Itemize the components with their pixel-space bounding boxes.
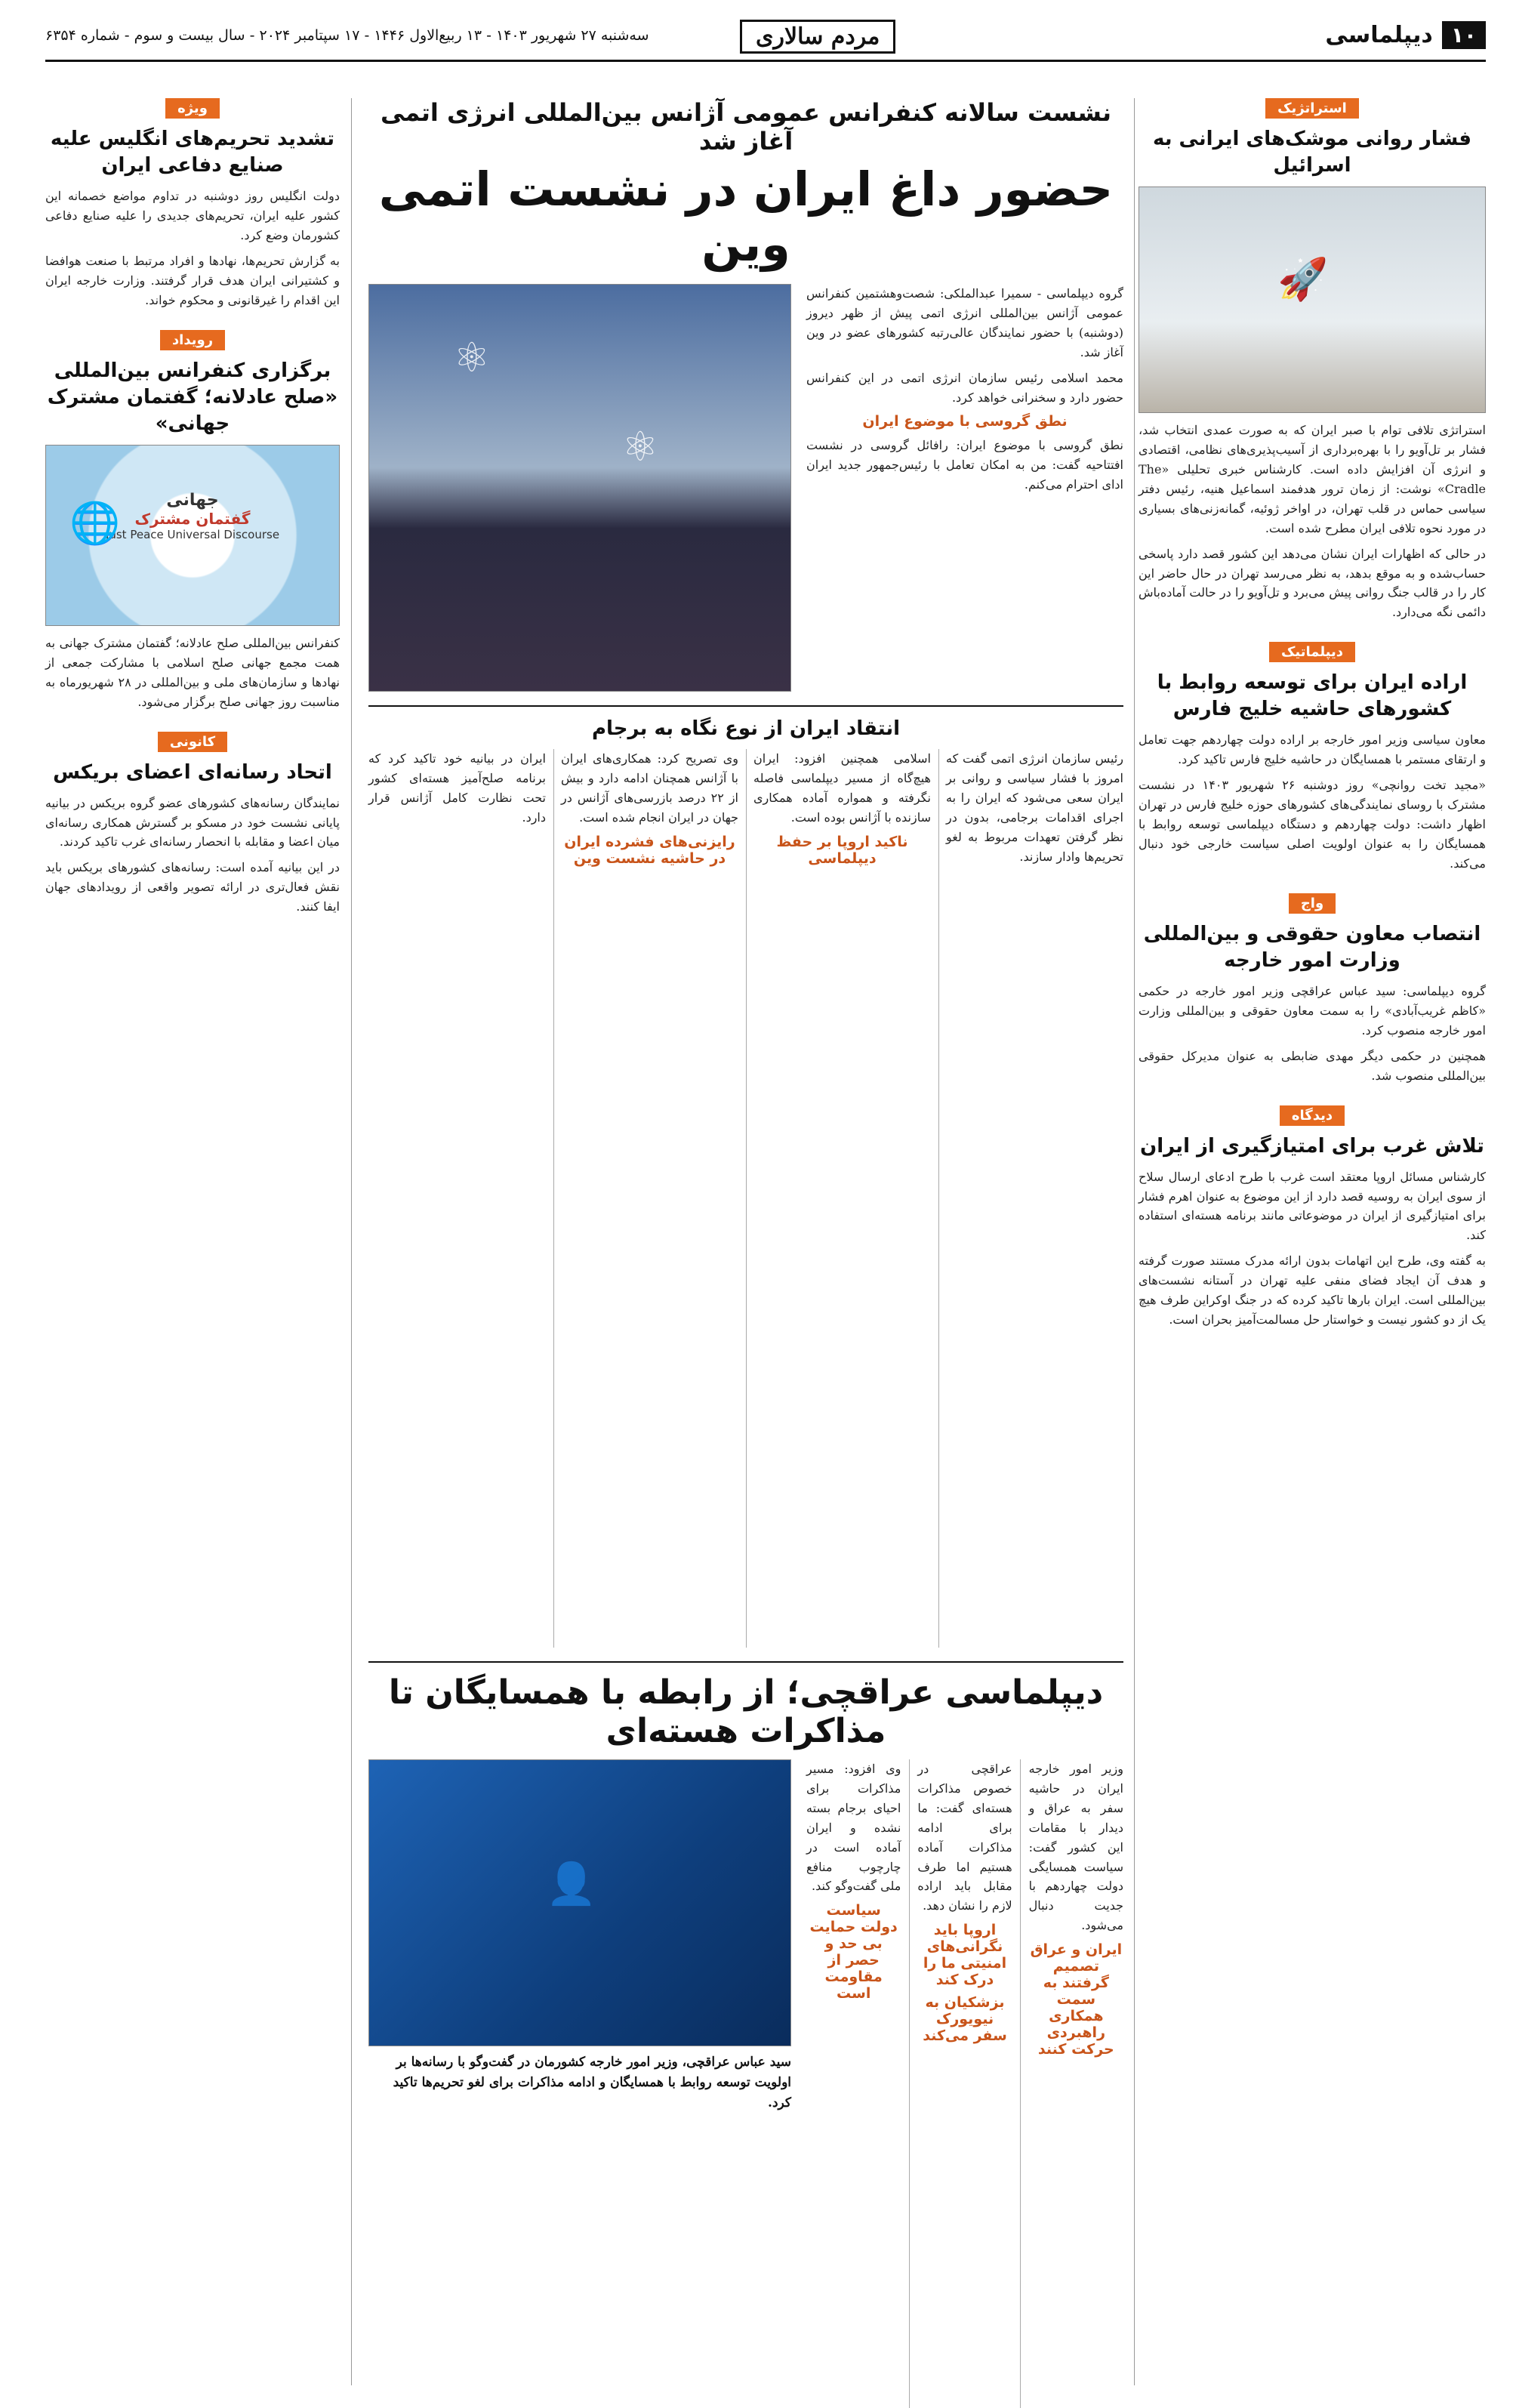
article-title: فشار روانی موشک‌های ایرانی به اسرائیل	[1152, 128, 1472, 177]
article-paragraph: وی افزود: مسیر مذاکرات برای احیای برجام بسته نشده و ایران آماده است در چارچوب منافع ملی گفت‌وگو کند.	[806, 1762, 901, 1894]
portrait-icon: 👤	[546, 1860, 597, 1908]
missile-icon: 🚀	[1277, 254, 1329, 303]
article-paragraph: به گفته وی، طرح این اتهامات بدون ارائه مدرک مستند صورت گرفته و هدف آن ایجاد فضای منفی علیه تهران در آستانه نشست‌های بین‌المللی است. ایران بارها تاکید کرده که در جنگ اوکراین طرف هیچ یک از دو کشور نیست و خواستار حل مسالمت‌آمیز بحران است.	[1139, 1253, 1486, 1327]
right-column	[1139, 98, 1486, 2385]
article-tag: رویداد	[160, 330, 225, 350]
article-title: اراده ایران برای توسعه روابط با کشورهای حاشیه خلیج فارس	[1157, 671, 1468, 721]
article-tag: ویژه	[165, 98, 220, 119]
subheading: سیاست دولت حمایت بی حد و حصر از مقاومت است	[809, 1902, 898, 2003]
section-heading: انتقاد ایران از نوع نگاه به برجام	[591, 717, 901, 740]
article-paragraph: وی تصریح کرد: همکاری‌های ایران با آژانس همچنان ادامه دارد و بیش از ۲۲ درصد بازرسی‌های آژانس در جهان در ایران انجام شده است.	[561, 751, 738, 825]
date-line: سه‌شنبه ۲۷ شهریور ۱۴۰۳ - ۱۳ ربیع‌الاول ۱۴۴۶ - ۱۷ سپتامبر ۲۰۲۴ - سال بیست و سوم - شماره ۶۳۵۴	[45, 27, 649, 44]
subheading: بزشکیان به نیویورک سفر می‌کند	[923, 1994, 1007, 2045]
article-missiles	[1139, 98, 1486, 622]
article-paragraph: معاون سیاسی وزیر امور خارجه بر اراده دولت چهاردهم جهت تعامل و ارتقای مستمر با همسایگان در حاشیه خلیج فارس تاکید کرد.	[1139, 732, 1486, 767]
article-paragraph: به گزارش تحریم‌ها، نهادها و افراد مرتبط با صنعت هوافضا و کشتیرانی ایران هدف قرار گرفتند. وزارت خارجه ایران این اقدام را غیرقانونی و محکوم خواند.	[45, 253, 340, 307]
article-title: تشدید تحریم‌های انگلیس علیه صنایع دفاعی ایران	[50, 128, 335, 177]
section-headline: دیپلماسی عراقچی؛ از رابطه با همسایگان تا مذاکرات هسته‌ای	[388, 1673, 1104, 1750]
article-paragraph: همچنین در حکمی دیگر مهدی ضابطی به عنوان مدیرکل حقوقی بین‌المللی منصوب شد.	[1139, 1048, 1486, 1083]
newspaper-logo: مردم سالاری	[740, 20, 895, 54]
article-paragraph: گروه دیپلماسی: سید عباس عراقچی وزیر امور خارجه در حکمی «کاظم غریب‌آبادی» را به سمت معاون حقوقی و بین‌المللی وزارت امور خارجه منصوب کرد.	[1139, 983, 1487, 1038]
article-paragraph: عراقچی در خصوص مذاکرات هسته‌ای گفت: ما برای ادامه مذاکرات آماده هستیم اما طرف مقابل باید اراده لازم را نشان دهد.	[917, 1762, 1012, 1913]
article-tag: کانونی	[158, 732, 227, 752]
article-title: تلاش غرب برای امتیازگیری از ایران	[1140, 1134, 1484, 1158]
page-number: ۱۰	[1442, 21, 1486, 49]
column-rule	[351, 98, 352, 2385]
iaea-emblem-icon: ⚛	[621, 422, 659, 470]
subheading: اروپا باید نگرانی‌های امنیتی ما را درک کند	[923, 1922, 1007, 1989]
araghchi-photo	[368, 1759, 791, 2046]
poster-english: Just Peace Universal Discourse	[105, 527, 280, 541]
article-paragraph: در حالی که اظهارات ایران نشان می‌دهد این کشور قصد دارد پاسخی حساب‌شده و به موقع بدهد، به نظر می‌رسد تهران در حال حاضر این کار را در قالب جنگ روانی پیش می‌برد و تل‌آویو را در حالت آماده‌باش دائمی نگه می‌دارد.	[1139, 546, 1486, 620]
article-brics-media	[45, 732, 340, 917]
article-appointment	[1139, 893, 1486, 1086]
article-tag: دیپلماتیک	[1269, 642, 1355, 662]
article-title: انتصاب معاون حقوقی و بین‌المللی وزارت امور خارجه	[1143, 922, 1481, 972]
article-paragraph: «مجید تخت روانچی» روز دوشنبه ۲۶ شهریور ۱۴۰۳ در نشست مشترک با روسای نمایندگی‌های کشورهای حوزه خلیج فارس در تهران اظهار داشت: دولت چهاردهم و دستگاه دیپلماسی توسعه روابط با همسایگان را به عنوان اولویت اصلی سیاست خارجی خود دنبال می‌کند.	[1139, 778, 1487, 871]
article-paragraph: نطق گروسی با موضوع ایران: رافائل گروسی در نشست افتتاحیه گفت: من به امکان تعامل با رئیس‌جمهور جدید ایران ادای احترام می‌کنم.	[806, 438, 1123, 492]
article-tag: دیدگاه	[1280, 1105, 1345, 1126]
article-title: برگزاری کنفرانس بین‌المللی «صلح عادلانه؛ گفتمان مشترک جهانی»	[47, 359, 338, 435]
article-persian-gulf	[1139, 642, 1486, 874]
article-paragraph: گروه دیپلماسی - سمیرا عبدالملکی: شصت‌وهشتمین کنفرانس عمومی آژانس بین‌المللی انرژی اتمی پیش از ظهر دیروز (دوشنبه) با حضور نمایندگان عالی‌رتبه کشورهای عضو در وین آغاز شد.	[806, 286, 1123, 359]
lead-paragraph: سید عباس عراقچی، وزیر امور خارجه کشورمان در گفت‌وگو با رسانه‌ها بر اولویت توسعه روابط با همسایگان و ادامه مذاکرات برای لغو تحریم‌ها تاکید کرد.	[393, 2055, 791, 2111]
iaea-conference-photo	[368, 284, 791, 692]
article-paragraph: نمایندگان رسانه‌های کشورهای عضو گروه بریکس در بیانیه پایانی نشست خود در مسکو بر گسترش همکاری رسانه‌ای میان اعضا و مقابله با انحصار رسانه‌ای غرب تاکید کردند.	[45, 795, 340, 849]
subheading: نطق گروسی با موضوع ایران	[862, 413, 1068, 430]
subheading: ناکید اروپا بر حفظ دیپلماسی	[776, 833, 908, 867]
article-paragraph: دولت انگلیس روز دوشنبه در تداوم مواضع خصمانه این کشور علیه ایران، تحریم‌های جدیدی را علیه صنایع دفاعی کشورمان وضع کرد.	[45, 189, 340, 242]
section-name: دیپلماسی	[1325, 22, 1433, 48]
lead-kicker: نشست سالانه کنفرانس عمومی آژانس بین‌المللی انرژی اتمی آغاز شد	[381, 98, 1111, 156]
article-paragraph: کنفرانس بین‌المللی صلح عادلانه؛ گفتمان مشترک جهانی به همت مجمع جهانی صلح اسلامی با مشارکت جمعی از نهادها و سازمان‌های ملی و بین‌المللی در ۲۸ شهریورماه به مناسبت روز جهانی صلح برگزار می‌شود.	[45, 635, 340, 709]
article-paragraph: در این بیانیه آمده است: رسانه‌های کشورهای بریکس باید نقش فعال‌تری در ارائه تصویر واقعی از رویدادهای جهان ایفا کنند.	[45, 860, 340, 914]
left-column	[45, 98, 340, 2385]
middle-column	[368, 98, 1123, 2385]
peace-poster	[45, 445, 340, 626]
article-paragraph: استراتژی تلافی توام با صبر ایران که به صورت عمدی انتخاب شد، فشار بر تل‌آویو را با بهره‌برداری از آسیب‌پذیری‌های نظامی، اقتصادی و انرژی آن افزایش داده است. کارشناس خبری تحلیلی «The Cradle» نوشت: از زمان ترور هدفمند اسماعیل هنیه، رئیس دفتر سیاسی حماس در قلب تهران، در اواخر ژوئیه، گمانه‌زنی‌های بسیاری در مورد نحوه تلافی ایران مطرح شده است.	[1139, 423, 1487, 535]
article-west-leverage	[1139, 1105, 1486, 1330]
column-rule	[1134, 98, 1135, 2385]
subheading: ایران و عراق تصمیم گرفتند به سمت همکاری راهبردی حرکت کنند	[1030, 1941, 1123, 2058]
article-paragraph: محمد اسلامی رئیس سازمان انرژی اتمی در این کنفرانس حضور دارد و سخنرانی خواهد کرد.	[806, 370, 1123, 405]
article-paragraph: اسلامی همچنین افزود: ایران هیچ‌گاه از مسیر دیپلماسی فاصله نگرفته و همواره آماده همکاری سازنده با آژانس بوده است.	[753, 751, 931, 825]
article-peace-conference	[45, 330, 340, 712]
article-paragraph: وزیر امور خارجه ایران در حاشیه سفر به عراق و دیدار با مقامات این کشور گفت: سیاست همسایگی دولت چهاردهم با جدیت دنبال می‌شود.	[1028, 1762, 1123, 1933]
article-tag: استراتژیک	[1265, 98, 1359, 119]
article-uk-sanctions	[45, 98, 340, 310]
subheading: رایزنی‌های فشرده ایران در حاشیه نشست وین	[564, 833, 735, 867]
article-title: اتحاد رسانه‌ای اعضای بریکس	[53, 760, 332, 784]
article-paragraph: کارشناس مسائل اروپا معتقد است غرب با طرح ادعای ارسال سلاح از سوی ایران به روسیه قصد دارد از این موضوع به عنوان اهرم فشار برای امتیازگیری از ایران در موضوعاتی مانند برنامه هسته‌ای استفاده کند.	[1139, 1169, 1487, 1243]
poster-title: جهانی	[166, 490, 219, 510]
iaea-emblem-icon: ⚛	[453, 333, 491, 381]
lead-headline: حضور داغ ایران در نشست اتمی وین	[378, 162, 1114, 272]
section-title	[1325, 21, 1486, 49]
missiles-photo	[1139, 187, 1486, 413]
globe-icon: 🌐	[69, 499, 121, 547]
poster-subtitle: گفتمان مشترک	[134, 509, 251, 528]
article-paragraph: ایران در بیانیه خود تاکید کرد که برنامه صلح‌آمیز هسته‌ای کشور تحت نظارت کامل آژانس قرار دارد.	[368, 751, 546, 825]
article-paragraph: رئیس سازمان انرژی اتمی گفت که امروز با فشار سیاسی و روانی بر ایران سعی می‌شود که ایران را به اجرای اقدامات برجامی، بدون در نظر گرفتن تعهدات مربوط به لغو تحریم‌ها وادار سازند.	[946, 751, 1123, 864]
masthead	[45, 17, 1486, 62]
article-tag: واج	[1289, 893, 1336, 914]
